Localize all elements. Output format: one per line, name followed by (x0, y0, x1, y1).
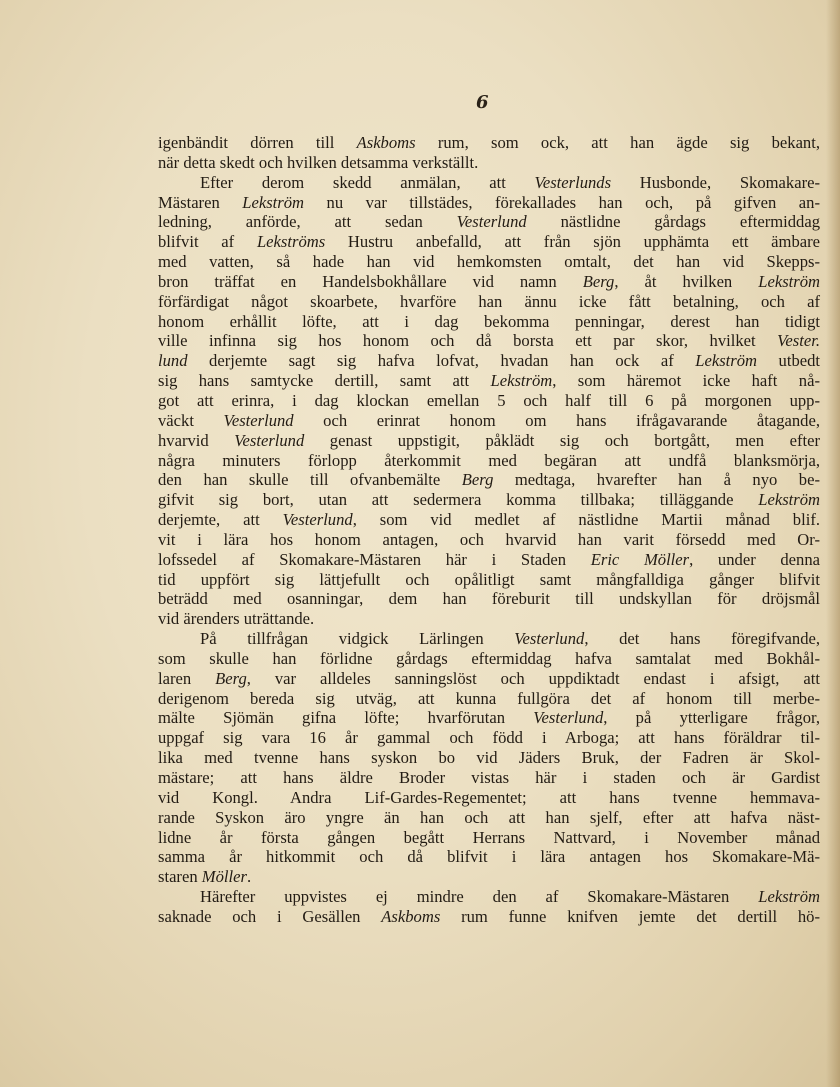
text-line: hvarvid Vesterlund genast uppstigit, påklädt sig och bortgått, men efter (158, 430, 820, 450)
text-line: med vatten, så hade han vid hemkomsten omtalt, det han vid Skepps- (158, 252, 820, 272)
text-line: Härefter uppvistes ej mindre den af Skomakare-Mästaren Lekström (200, 887, 820, 907)
text-line: ville infinna sig hos honom och då borsta ett par skor, hvilket Vester. (158, 331, 820, 351)
text-line: förfärdigat något skoarbete, hvarföre han ännu icke fått betalning, och af (158, 291, 820, 311)
text-line: lofssedel af Skomakare-Mästaren här i Staden Eric Möller, under denna (158, 549, 820, 569)
text-line: som skulle han förlidne gårdags eftermiddag hafva samtalat med Bokhål- (158, 648, 820, 668)
text-line: några minuters förlopp återkommit med begäran att undfå blanksmörja, (158, 450, 820, 470)
text-line: väckt Vesterlund och erinrat honom om hans ifrågavarande åtagande, (158, 410, 820, 430)
text-line: lidne år första gången begått Herrans Nattvard, i November månad (158, 827, 820, 847)
text-line: blifvit af Lekströms Hustru anbefalld, att från sjön upphämta ett ämbare (158, 232, 821, 252)
text-line: samma år hitkommit och då blifvit i lära antagen hos Skomakare-Mä- (158, 847, 820, 867)
text-line: vit i lära hos honom antagen, och hvarvid han varit försedd med Or- (158, 529, 820, 549)
text-line: mästare; att hans äldre Broder vistas här i staden och är Gardist (158, 768, 820, 787)
text-line: got att erinra, i dag klockan emellan 5 och half till 6 på morgonen upp- (158, 390, 820, 410)
text-line: Efter derom skedd anmälan, att Vesterlunds Husbonde, Skomakare- (200, 172, 820, 192)
text-line: igenbändit dörren till Askboms rum, som ock, att han ägde sig bekant, (158, 133, 820, 152)
text-line: ledning, anförde, att sedan Vesterlund nästlidne gårdags eftermiddag (158, 212, 820, 232)
text-line: Mästaren Lekström nu var tillstädes, förekallades han och, på gifven an- (158, 192, 820, 212)
text-line: staren Möller. (158, 867, 252, 887)
text-line: derjemte, att Vesterlund, som vid medlet af nästlidne Martii månad blif. (158, 510, 820, 530)
text-line: lund derjemte sagt sig hafva lofvat, hvadan han ock af Lekström utbedt (158, 351, 821, 371)
text-line: tid uppfört sig lättjefullt och opålitligt samt mångfalldiga gånger blifvit (158, 569, 820, 589)
page-number: 6 (476, 92, 489, 113)
text-line: honom erhållit löfte, att i dag bekomma penningar, derest han tidigt (158, 311, 820, 331)
text-line: när detta skedt och hvilken detsamma verkställt. (158, 152, 479, 172)
text-line: rande Syskon äro yngre än han och att han sjelf, efter att hafva näst- (158, 807, 820, 827)
text-line: uppgaf sig vara 16 år gammal och född i Arboga; att hans föräldrar til- (158, 728, 820, 748)
text-line: den han skulle till ofvanbemälte Berg medtaga, hvarefter han å nyo be- (158, 470, 820, 490)
text-line: På tillfrågan vidgick Lärlingen Vesterlund, det hans föregifvande, (200, 629, 821, 649)
text-line: gifvit sig bort, utan att sedermera komma tillbaka; tilläggande Lekström (158, 490, 820, 510)
text-line: beträdd med osanningar, dem han föreburit till undskyllan för dröjsmål (158, 589, 820, 609)
body-text (158, 133, 820, 927)
text-line: lika med tvenne hans syskon bo vid Jäders Bruk, der Fadren är Skol- (158, 748, 820, 768)
text-line: vid ärenders uträttande. (158, 609, 315, 629)
text-line: laren Berg, var alldeles sanningslöst och uppdiktadt endast i afsigt, att (158, 668, 820, 688)
text-line: derigenom bereda sig utväg, att kunna fullgöra det af honom till merbe- (158, 688, 820, 708)
text-line: vid Kongl. Andra Lif-Gardes-Regementet; att hans tvenne hemmava- (158, 787, 820, 807)
text-line: bron träffat en Handelsbokhållare vid namn Berg, åt hvilken Lekström (158, 271, 820, 291)
text-line: mälte Sjömän gifna löfte; hvarförutan Vesterlund, på ytterligare frågor, (158, 708, 820, 728)
text-line: sig hans samtycke dertill, samt att Lekström, som häremot icke haft nå- (158, 371, 820, 391)
text-line: saknade och i Gesällen Askboms rum funne knifven jemte det dertill hö- (158, 906, 820, 926)
